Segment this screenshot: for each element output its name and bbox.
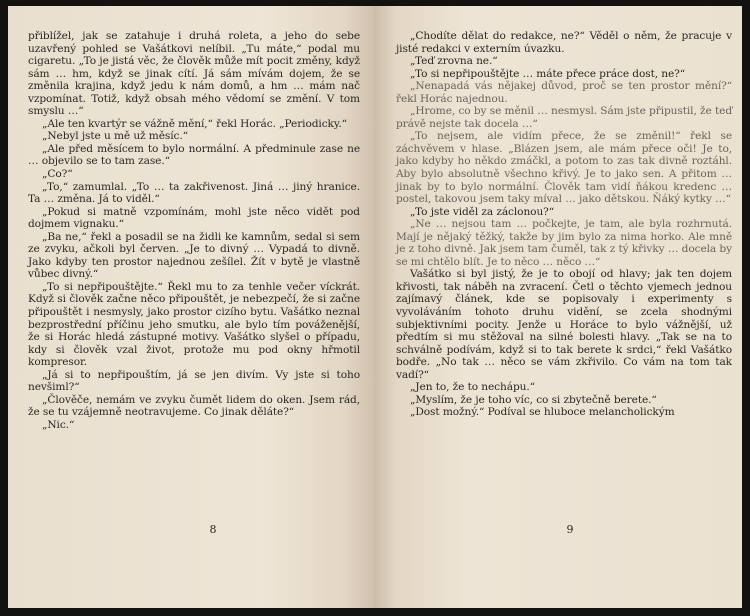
book-spread xyxy=(8,6,742,608)
left-page xyxy=(8,6,374,608)
paragraph: „Jen to, že to nechápu.“ xyxy=(410,381,535,394)
page-number-left: 8 xyxy=(209,523,217,536)
paragraph: „Ba ne,“ řekl a posadil se na židli ke kamnům, sedal si sem ze zvyku, ačkoli byl červen. „Je to divný … Vypadá to divně. Jako kdyby ten prostor najednou zešílel. Žít v bytě je vlastně vůbec divný.“ xyxy=(28,230,360,281)
paragraph: přiblížel, jak se zatahuje i druhá roleta, a jeho do sebe uzavřený pohled se Vašátkovi nelíbil. „Tu máte,“ podal mu cigaretu. „To je jistá věc, že člověk může mít pocit změny, když sám … hm, když se jinak cítí. Já sám mívám dojem, že se změnila krajina, když jedu k nám domů, a hm … mám nač vzpomínat. Totiž, když obsah mého vědomí se změní. V tom smyslu …“ xyxy=(28,30,360,118)
paragraph: „Ale před měsícem to bylo normální. A předminule zase ne … objevilo se to tam zase.“ xyxy=(28,142,360,168)
paragraph: „To si nepřipouštějte.“ Řekl mu to za tenhle večer víckrát. Když si člověk začne něco připouštět, je nebezpečí, že si začne připouštět i nesmysly, jako prostor cizího bytu. Vašátko neznal bezprostřední příčinu jeho smutku, ale bylo tím pováženější, že si Horác hledá zástupné motivy. Vašátko slyšel o případu, kdy si člověk vzal život, protože mu pod okny hřmotil kompresor. xyxy=(28,280,360,369)
paragraph: „Teď zrovna ne.“ xyxy=(410,55,498,68)
paragraph: „Co?“ xyxy=(42,168,73,181)
paragraph: „Hrome, co by se měnil … nesmysl. Sám jste připustil, že teď právě nejste tak docela …“ xyxy=(396,105,732,130)
paragraph: „Člověče, nemám ve zvyku čumět lidem do oken. Jsem rád, že se tu vzájemně neotravujeme. Co jinak děláte?“ xyxy=(28,393,360,419)
paragraph: „To si nepřipouštějte … máte přece práce dost, ne?“ xyxy=(410,67,686,80)
paragraph: „Pokud si matně vzpomínám, mohl jste něco vidět pod dojmem vignaku.“ xyxy=(28,205,360,231)
right-page xyxy=(374,6,742,608)
left-page-text xyxy=(28,30,360,432)
paragraph: „Nic.“ xyxy=(42,418,75,431)
paragraph: „Dost možný.“ Podíval se hluboce melancholickým xyxy=(410,406,675,419)
paragraph: „Ale ten kvartýr se vážně mění,“ řekl Horác. „Periodicky.“ xyxy=(42,117,347,130)
right-page-text xyxy=(396,30,732,419)
paragraph: „Já si to nepřipouštím, já se jen divím. Vy jste si toho nevšiml?“ xyxy=(28,368,360,394)
paragraph: „To jste viděl za záclonou?“ xyxy=(410,205,555,218)
paragraph: „Nenapadá vás nějakej důvod, proč se ten prostor mění?“ řekl Horác najednou. xyxy=(396,80,732,105)
paragraph: „Ne … nejsou tam … počkejte, je tam, ale byla rozhrnutá. Mají je nějaký těžký, takže by jim bylo za nima horko. Ale mně je z toho divně. Jak jsem tam čuměl, tak z tý křivky … docela by se mi chtělo blít. Je to něco … něco …“ xyxy=(396,218,732,268)
paragraph: „Nebyl jste u mě už měsíc.“ xyxy=(42,130,188,143)
paragraph: „To nejsem, ale vidím přece, že se změnil!“ řekl se záchvěvem v hlase. „Blázen jsem, ale mám přece oči! Je to, jako kdyby ho někdo zmáčkl, a potom to zas tak divně roztáhl. Aby bylo absolutně všechno křivý. Je to jako sen. A přitom … jinak by to bylo normální. Člověk tam vidí ňákou kredenc … postel, takovou jsem taky míval … jako dětskou. Ňáký kytky …“ xyxy=(396,130,732,206)
paragraph: Vašátko si byl jistý, že je to obojí od hlavy; jak ten dojem křivosti, tak náběh na zvracení. Četl o těchto vjemech jednou zajímavý článek, kde se popisovaly i experimenty s vyvoláváním tohoto druhu vidění, se zcela shodnými subjektivními pocity. Jenže u Horáce to bylo vážnější, už předtím si mu stěžoval na silné bolesti hlavy. „Tak se na to schválně podívám, když si to tak berete k srdci,“ řekl Vašátko bodře. „No tak … něco se vám zkřivilo. Co vám na tom tak vadí?“ xyxy=(396,268,732,381)
page-number-right: 9 xyxy=(566,523,574,536)
paragraph: „Chodíte dělat do redakce, ne?“ Věděl o něm, že pracuje v jisté redakci v externím úvazku. xyxy=(396,30,732,55)
paragraph: „To,“ zamumlal. „To … ta zakřivenost. Jiná … jiný hranice. Ta … změna. Já to viděl.“ xyxy=(28,180,360,206)
paragraph: „Myslím, že je toho víc, co si zbytečně berete.“ xyxy=(410,393,657,406)
